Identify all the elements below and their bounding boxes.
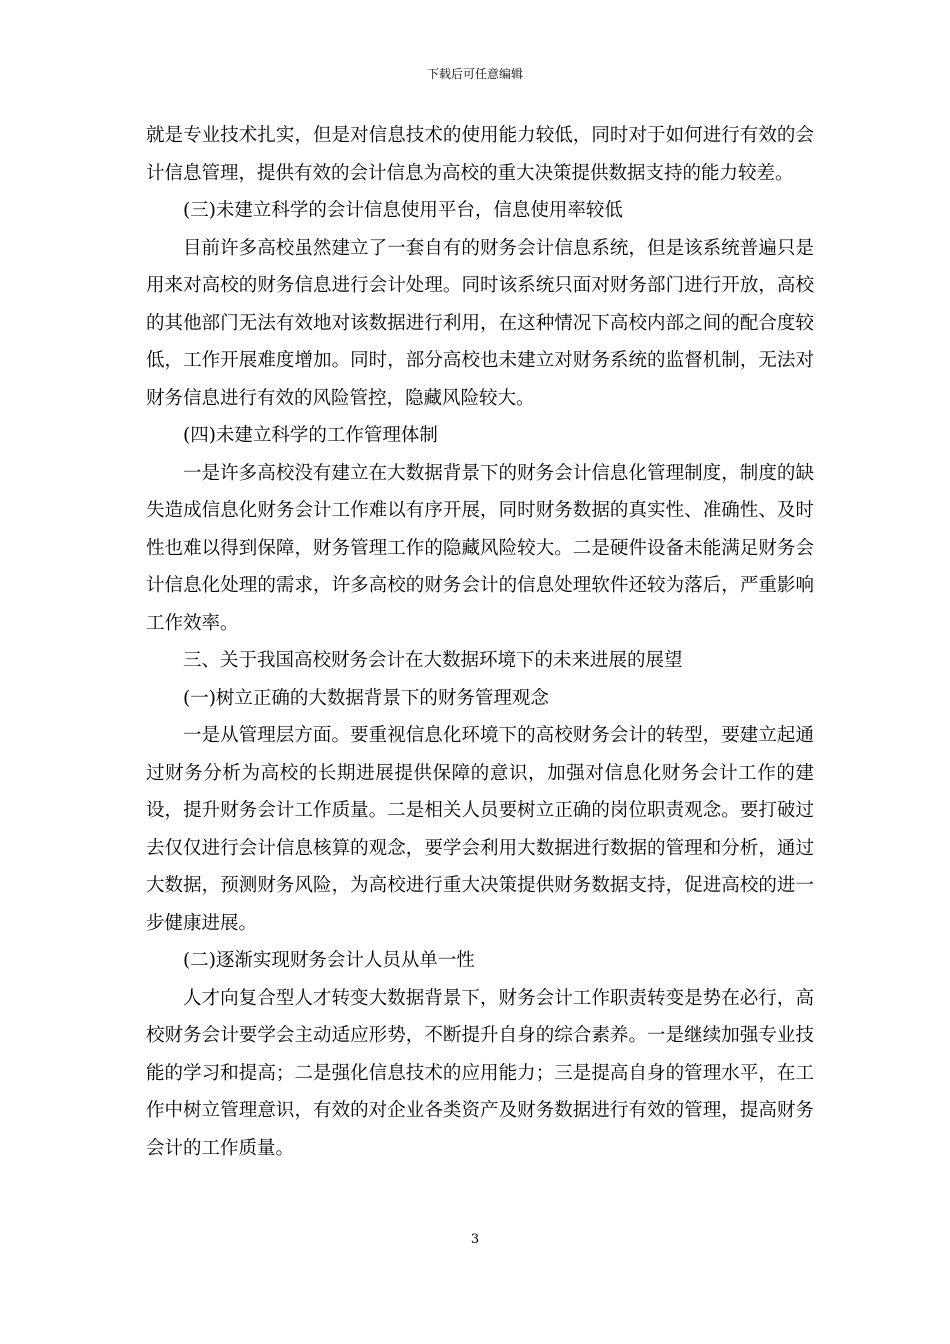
section-heading-4: (四)未建立科学的工作管理体制 <box>183 425 438 446</box>
section-heading-1: (一)树立正确的大数据背景下的财务管理观念 <box>183 687 549 709</box>
page-header: 下载后可任意编辑 <box>426 67 523 81</box>
page-number: 3 <box>470 1232 480 1247</box>
paragraph: 目前许多高校虽然建立了一套自有的财务会计信息系统，但是该系统普遍只是用来对高校的财务信息进行会计处理。同时该系统只面对财务部门进行开放，高校的其他部门无法有效地对该数据进行利用，在这种情况下高校内部之间的配合度较低，工作开展难度增加。同时，部分高校也未建立对财务系统的监督机制，无法对财务信息进行有效的风险管控，隐藏风险较大。 <box>146 237 814 409</box>
paragraph: 一是许多高校没有建立在大数据背景下的财务会计信息化管理制度，制度的缺失造成信息化财务会计工作难以有序开展，同时财务数据的真实性、准确性、及时性也难以得到保障，财务管理工作的隐藏风险较大。二是硬件设备未能满足财务会计信息化处理的需求，许多高校的财务会计的信息处理软件还较为落后，严重影响工作效率。 <box>146 462 814 634</box>
paragraph-continuation: 就是专业技术扎实，但是对信息技术的使用能力较低，同时对于如何进行有效的会计信息管理，提供有效的会计信息为高校的重大决策提供数据支持的能力较差。 <box>146 125 814 184</box>
paragraph: 一是从管理层方面。要重视信息化环境下的高校财务会计的转型，要建立起通过财务分析为高校的长期进展提供保障的意识，加强对信息化财务会计工作的建设，提升财务会计工作质量。二是相关人员要树立正确的岗位职责观念。要打破过去仅仅进行会计信息核算的观念，要学会利用大数据进行数据的管理和分析，通过大数据，预测财务风险，为高校进行重大决策提供财务数据支持，促进高校的进一步健康进展。 <box>146 725 814 934</box>
paragraph: 人才向复合型人才转变大数据背景下，财务会计工作职责转变是势在必行，高校财务会计要学会主动适应形势，不断提升自身的综合素养。一是继续加强专业技能的学习和提高；二是强化信息技术的应用能力；三是提高自身的管理水平，在工作中树立管理意识，有效的对企业各类资产及财务数据进行有效的管理，提高财务会计的工作质量。 <box>146 987 814 1159</box>
document-body <box>146 117 814 1167</box>
chapter-heading: 三、关于我国高校财务会计在大数据环境下的未来进展的展望 <box>183 650 683 671</box>
section-heading-2: (二)逐渐实现财务会计人员从单一性 <box>183 950 475 971</box>
section-heading-3: (三)未建立科学的会计信息使用平台，信息使用率较低 <box>183 200 623 221</box>
